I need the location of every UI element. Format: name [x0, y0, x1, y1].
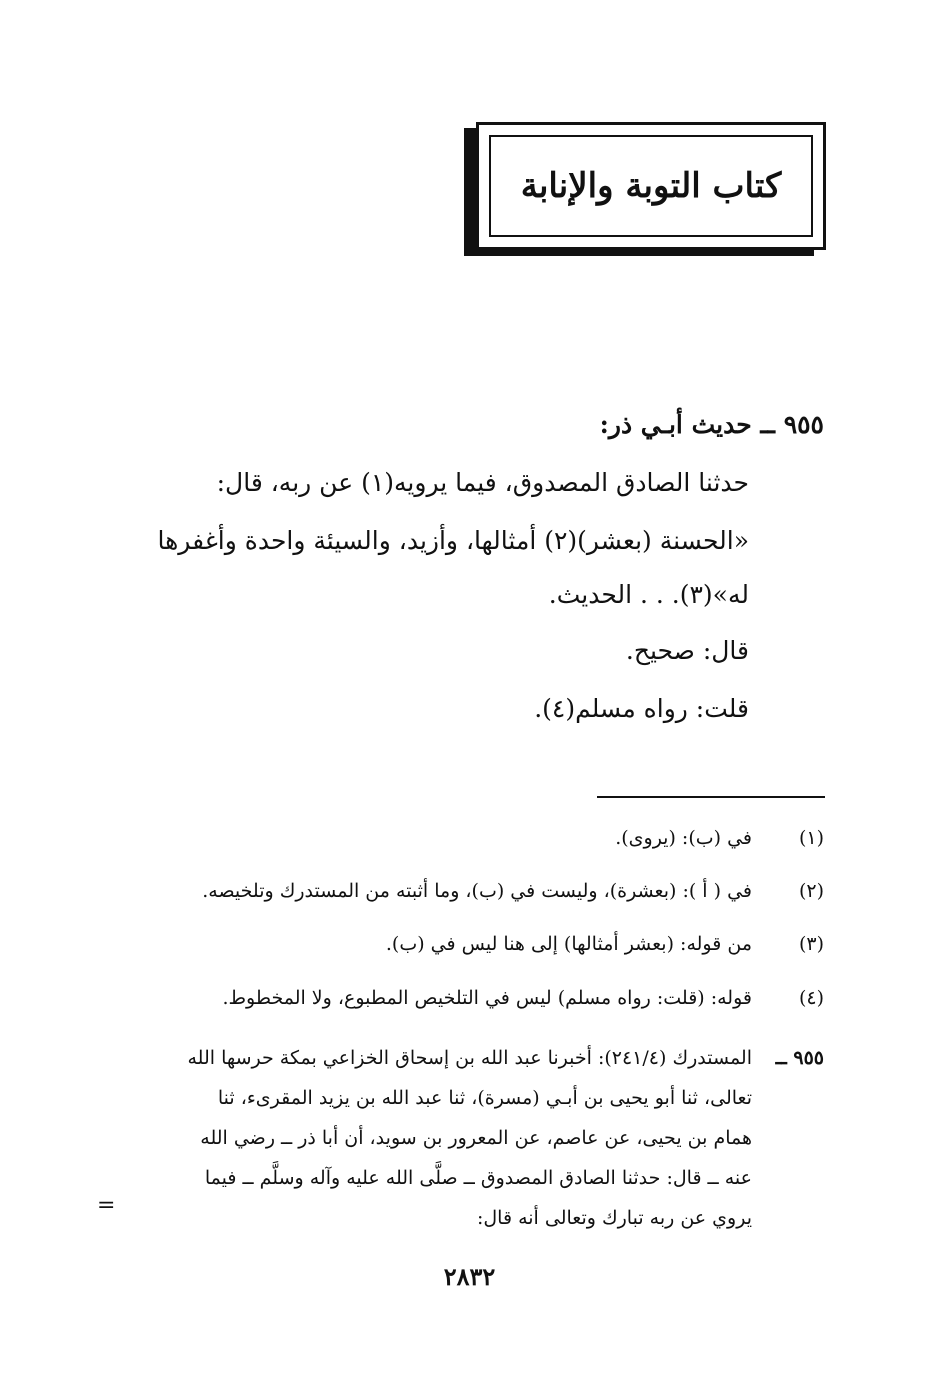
- chapter-title-frame: [489, 135, 813, 237]
- footnote-number: (٣): [798, 933, 824, 955]
- hadith-line: قلت: رواه مسلم(٤).: [534, 694, 749, 723]
- chapter-title-box: [476, 122, 826, 250]
- footnote-number: (٤): [798, 987, 824, 1009]
- source-line: عنه ــ قال: حدثنا الصادق المصدوق ــ صلَّى الله عليه وآله وسلَّم ــ فيما: [204, 1167, 752, 1189]
- source-note-number: ٩٥٥ ــ: [775, 1047, 824, 1069]
- footnote-text: في ( أ ): (بعشرة)، وليست في (ب)، وما أثبته من المستدرك وتلخيصه.: [202, 880, 752, 902]
- hadith-line: «الحسنة (بعشر)(٢) أمثالها، وأزيد، والسيئة واحدة وأغفرها: [157, 526, 749, 555]
- source-line: يروي عن ربه تبارك وتعالى أنه قال:: [476, 1207, 752, 1229]
- footnote-number: (٢): [798, 880, 824, 902]
- continuation-mark: =: [97, 1193, 116, 1218]
- footnote-separator: [597, 796, 825, 798]
- footnote-text: قوله: (قلت: رواه مسلم) ليس في التلخيص المطبوع، ولا المخطوط.: [222, 987, 752, 1009]
- footnote: [114, 879, 824, 904]
- footnote: [114, 986, 824, 1011]
- source-note-body: [114, 1038, 752, 1238]
- footnote: [114, 826, 824, 851]
- source-line: تعالى، ثنا أبو يحيى بن أبـي (مسرة)، ثنا عبد الله بن يزيد المقرىء، ثنا: [217, 1087, 752, 1109]
- footnote-text: من قوله: (بعشر أمثالها) إلى هنا ليس في (ب).: [385, 933, 752, 955]
- footnote-number: (١): [798, 827, 824, 849]
- source-note: [114, 1038, 824, 1238]
- footnote: [114, 932, 824, 957]
- page-number: ٢٨٣٢: [443, 1262, 496, 1291]
- chapter-title: كتاب التوبة والإنابة: [520, 166, 782, 206]
- source-line: همام بن يحيى، عن عاصم، عن المعرور بن سويد، أن أبا ذر ــ رضي الله: [200, 1127, 752, 1149]
- hadith-line: حدثنا الصادق المصدوق، فيما يرويه(١) عن ربه، قال:: [216, 468, 749, 497]
- hadith-heading: ٩٥٥ ــ حديث أبـي ذر:: [599, 410, 824, 439]
- hadith-line: له»(٣). . . الحديث.: [548, 580, 749, 609]
- footnote-text: في (ب): (يروى).: [615, 827, 752, 849]
- hadith-line: قال: صحيح.: [625, 636, 749, 665]
- source-line: المستدرك (٢٤١/٤): أخبرنا عبد الله بن إسحاق الخزاعي بمكة حرسها الله: [187, 1047, 752, 1069]
